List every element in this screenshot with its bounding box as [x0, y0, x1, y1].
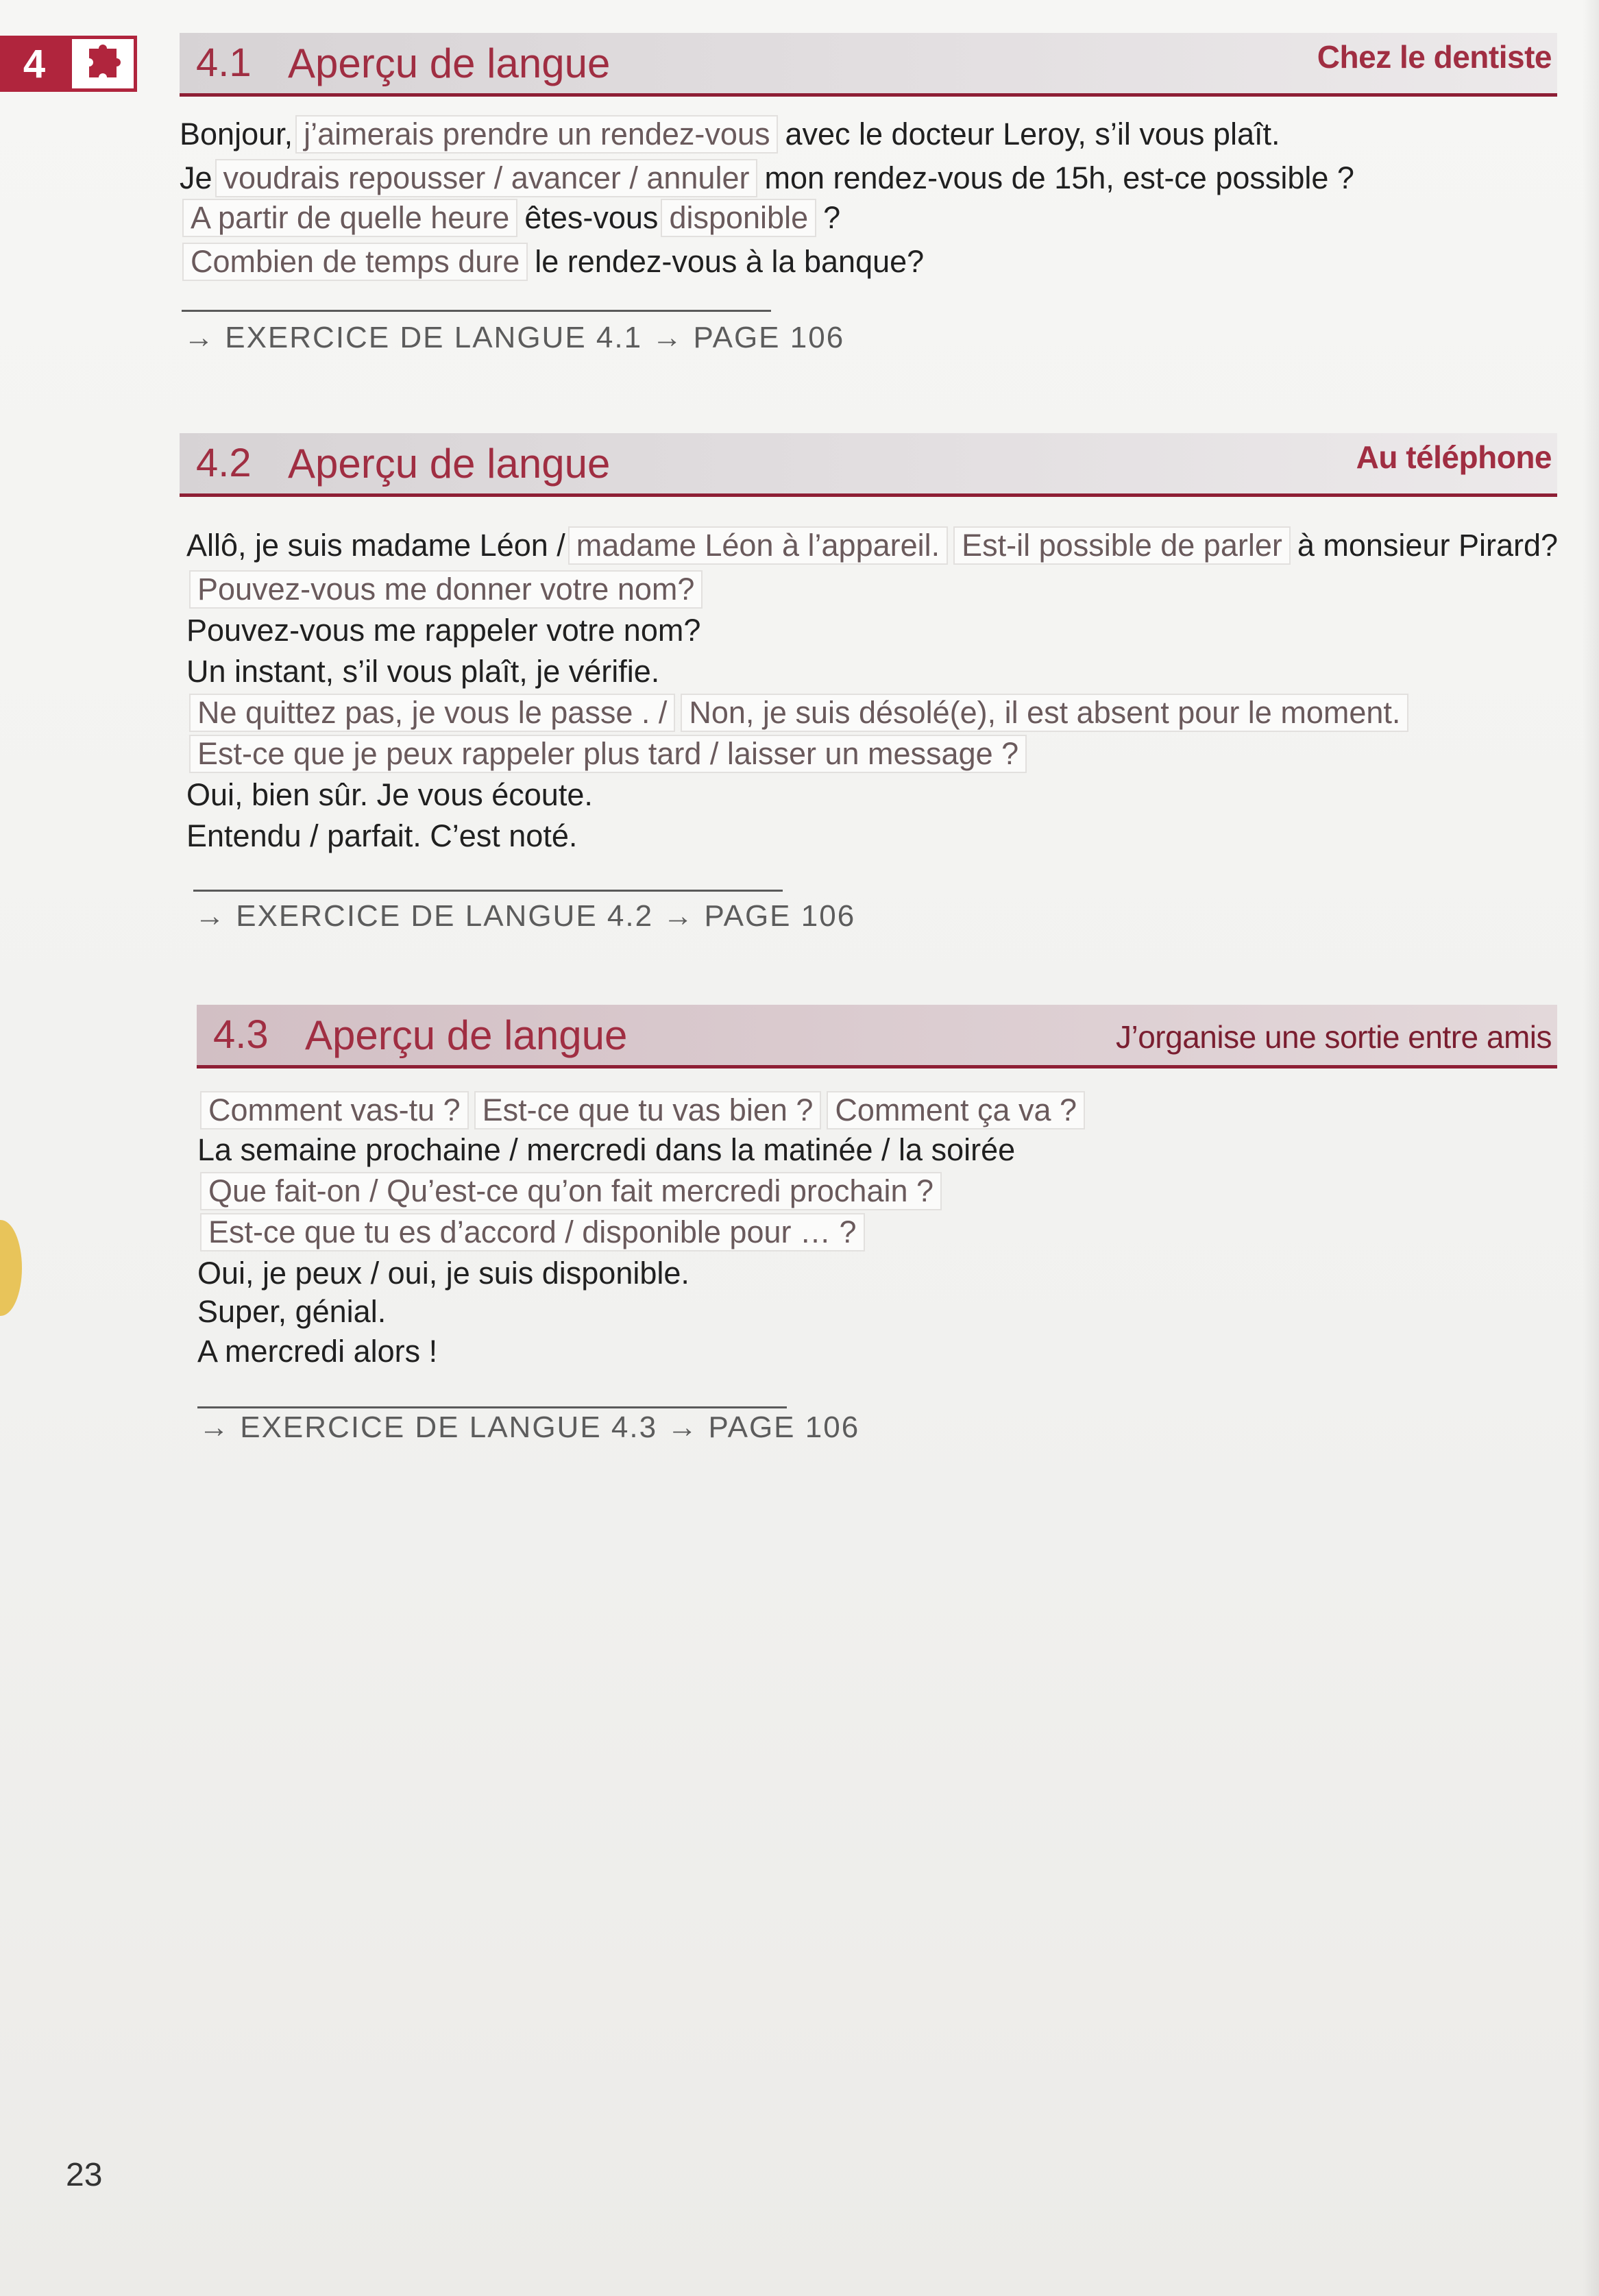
phrase-chip: Que fait-on / Qu’est-ce qu’on fait mercredi prochain ?	[200, 1172, 942, 1210]
section-title: Aperçu de langue	[288, 40, 611, 86]
phrase-line	[186, 613, 700, 648]
phrase-chip: A partir de quelle heure	[182, 199, 517, 237]
section-title: Aperçu de langue	[305, 1012, 628, 1058]
exercise-rule	[197, 1406, 787, 1408]
exercise-link-4-1[interactable]: → EXERCICE DE LANGUE 4.1 → PAGE 106	[184, 321, 845, 354]
phrase-line	[186, 777, 593, 813]
phrase-text: Entendu / parfait. C’est noté.	[186, 818, 578, 853]
section-header-4-2	[180, 433, 1557, 497]
section-topic: J’organise une sortie entre amis	[1116, 1019, 1552, 1055]
puzzle-icon-glyph	[81, 42, 125, 86]
phrase-line	[197, 1172, 944, 1210]
phrase-line	[186, 654, 659, 689]
phrase-chip: Pouvez-vous me donner votre nom?	[189, 570, 703, 609]
exercise-rule	[182, 310, 771, 312]
phrase-text: ?	[823, 200, 841, 235]
phrase-text: avec le docteur Leroy, s’il vous plaît.	[785, 117, 1280, 151]
phrase-line	[186, 694, 1411, 732]
phrase-line	[186, 818, 577, 854]
section-header-4-1	[180, 33, 1557, 97]
phrase-chip: Comment vas-tu ?	[200, 1091, 469, 1129]
phrase-text: Oui, je peux / oui, je suis disponible.	[197, 1256, 689, 1291]
section-topic: Chez le dentiste	[1317, 39, 1552, 75]
phrase-text: Oui, bien sûr. Je vous écoute.	[186, 777, 593, 812]
phrase-text: le rendez-vous à la banque?	[535, 244, 925, 279]
phrase-text: êtes-vous	[524, 200, 659, 235]
phrase-chip: Ne quittez pas, je vous le passe . /	[189, 694, 675, 732]
phrase-line	[186, 570, 705, 609]
phrase-line	[197, 1256, 689, 1291]
phrase-text: Super, génial.	[197, 1294, 387, 1329]
page-edge-shadow	[1583, 0, 1599, 2296]
phrase-chip: Est-ce que tu es d’accord / disponible pour … ?	[200, 1213, 865, 1251]
phrase-line	[186, 526, 1558, 565]
section-title: Aperçu de langue	[288, 441, 611, 487]
phrase-chip: voudrais repousser / avancer / annuler	[215, 159, 758, 197]
phrase-chip: j’aimerais prendre un rendez-vous	[295, 115, 778, 154]
phrase-chip: Comment ça va ?	[827, 1091, 1085, 1129]
exercise-link-4-2[interactable]: → EXERCICE DE LANGUE 4.2 → PAGE 106	[195, 899, 856, 933]
phrase-text: mon rendez-vous de 15h, est-ce possible ?	[764, 160, 1354, 195]
phrase-text: Un instant, s’il vous plaît, je vérifie.	[186, 654, 660, 689]
phrase-text: Je	[180, 160, 212, 195]
exercise-link-4-3[interactable]: → EXERCICE DE LANGUE 4.3 → PAGE 106	[199, 1410, 860, 1444]
phrase-chip: Est-ce que tu vas bien ?	[474, 1091, 822, 1129]
phrase-line	[180, 243, 924, 281]
phrase-line	[197, 1132, 1015, 1168]
puzzle-icon	[69, 36, 137, 92]
phrase-chip: Est-ce que je peux rappeler plus tard / laisser un message ?	[189, 735, 1027, 773]
phrase-chip: madame Léon à l’appareil.	[568, 526, 948, 565]
phrase-line	[197, 1213, 868, 1251]
phrase-line	[186, 735, 1029, 773]
exercise-rule	[193, 890, 783, 892]
section-header-4-3	[197, 1005, 1557, 1068]
phrase-text: à monsieur Pirard?	[1297, 528, 1559, 563]
phrase-chip: Est-il possible de parler	[953, 526, 1291, 565]
section-number: 4.3	[213, 1012, 269, 1057]
section-number: 4.1	[196, 40, 252, 85]
phrase-text: A mercredi alors !	[197, 1334, 438, 1369]
phrase-text: Allô, je suis madame Léon /	[186, 528, 565, 563]
phrase-line	[180, 159, 1354, 197]
chapter-number: 4	[0, 36, 69, 92]
phrase-line	[180, 115, 1280, 154]
phrase-text: Bonjour,	[180, 117, 293, 151]
phrase-chip: Non, je suis désolé(e), il est absent pour le moment.	[681, 694, 1408, 732]
section-number: 4.2	[196, 441, 252, 485]
section-topic: Au téléphone	[1356, 439, 1552, 475]
phrase-chip: Combien de temps dure	[182, 243, 528, 281]
phrase-line	[180, 199, 840, 237]
phrase-text: La semaine prochaine / mercredi dans la matinée / la soirée	[197, 1132, 1016, 1167]
phrase-line	[197, 1294, 386, 1330]
page-number: 23	[66, 2157, 103, 2193]
phrase-text: Pouvez-vous me rappeler votre nom?	[186, 613, 701, 648]
phrase-line	[197, 1334, 437, 1369]
phrase-chip: disponible	[661, 199, 816, 237]
phrase-line	[197, 1091, 1088, 1129]
